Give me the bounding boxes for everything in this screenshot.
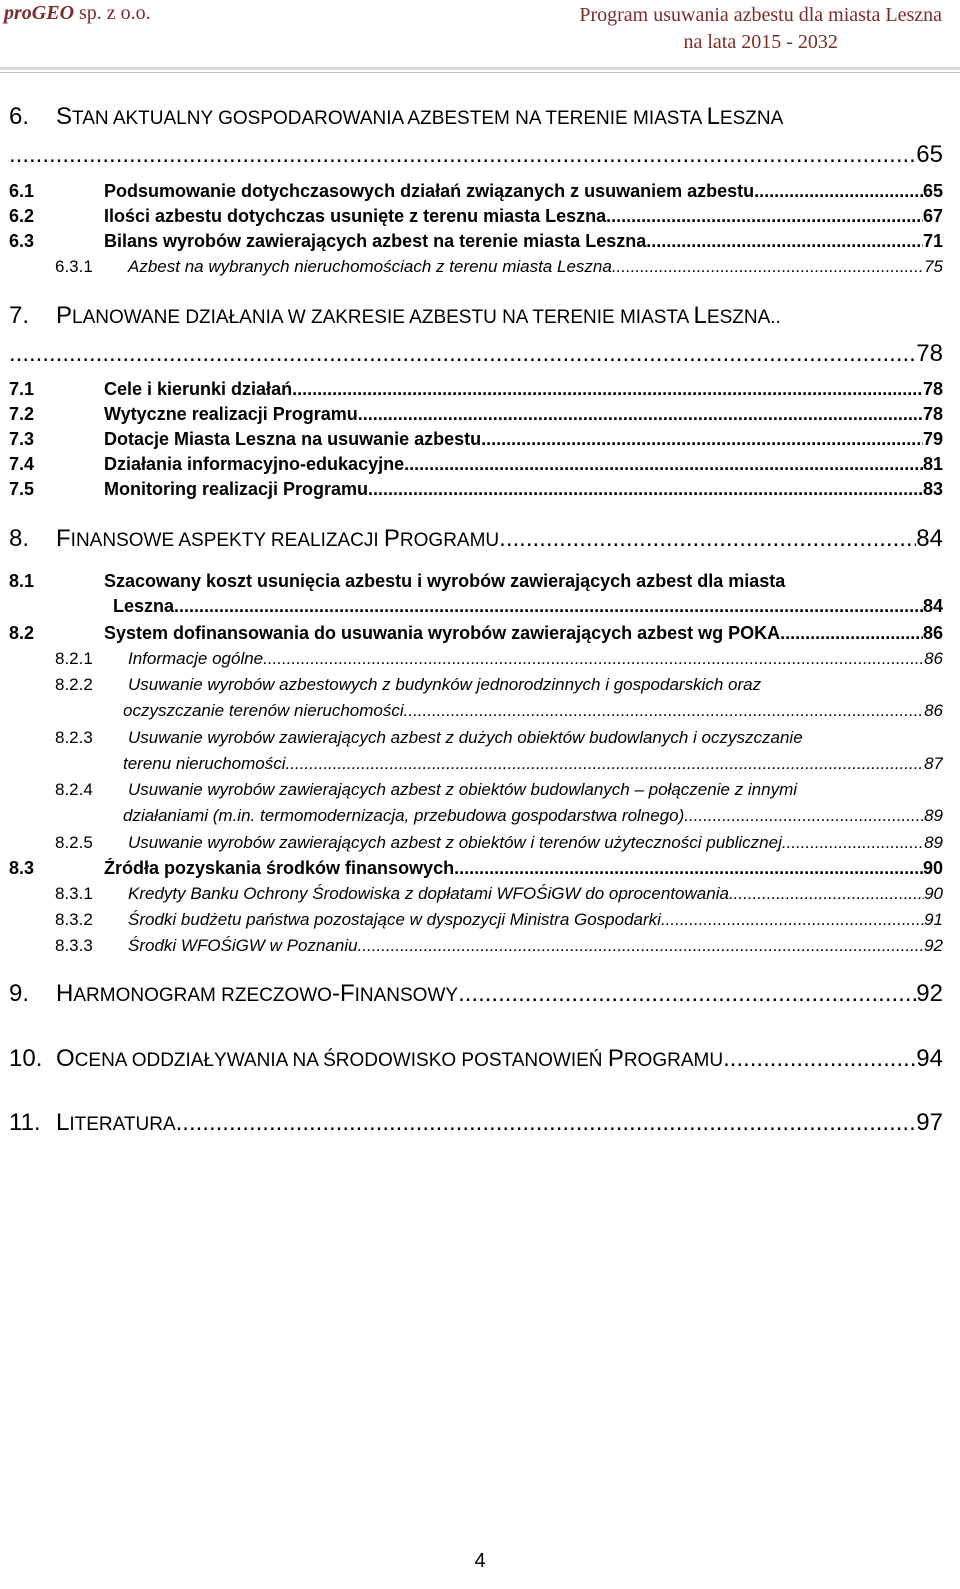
- toc-entry-7[interactable]: [9, 302, 943, 330]
- toc-title: FINANSOWE ASPEKTY REALIZACJI PROGRAMU: [56, 525, 500, 552]
- toc-entry-7-3[interactable]: [9, 429, 943, 450]
- toc-leader: [782, 833, 924, 853]
- toc-page: 81: [922, 454, 943, 474]
- toc-title: Cele i kierunki działań: [104, 379, 293, 399]
- header-rule-thin: [0, 72, 960, 73]
- toc-number: 7.2: [9, 404, 35, 424]
- toc-entry-7-leader[interactable]: [9, 340, 943, 368]
- toc-number: 8.2.1: [55, 649, 93, 668]
- program-title-line2: na lata 2015 - 2032: [683, 31, 838, 53]
- toc-leader: [606, 206, 923, 227]
- toc-page: 87: [924, 754, 943, 773]
- toc-entry-6[interactable]: [9, 103, 943, 131]
- toc-page: 86: [922, 623, 943, 643]
- toc-number: 6.3: [9, 231, 35, 251]
- toc-entry-6-1[interactable]: [9, 181, 943, 202]
- toc-entry-7-2[interactable]: [9, 404, 943, 425]
- toc-number: 7.3: [9, 429, 35, 449]
- toc-entry-9[interactable]: [9, 980, 943, 1008]
- toc-title: Usuwanie wyrobów zawierających azbest z obiektów i terenów użyteczności publicznej: [128, 833, 782, 852]
- toc-title: Azbest na wybranych nieruchomościach z terenu miasta Leszna: [128, 257, 612, 276]
- program-title-line1: Program usuwania azbestu dla miasta Leszna: [579, 4, 942, 26]
- toc-title: Środki WFOŚiGW w Poznaniu: [128, 936, 358, 955]
- toc-number: 8.2.4: [55, 780, 93, 799]
- toc-number: 8.: [9, 525, 30, 552]
- toc-title-cont: oczyszczanie terenów nieruchomości: [123, 701, 404, 720]
- toc-page: 90: [922, 858, 943, 878]
- toc-title: Podsumowanie dotychczasowych działań związanych z usuwaniem azbestu: [104, 181, 755, 201]
- toc-leader: [754, 181, 923, 202]
- toc-entry-8-2-2[interactable]: [55, 675, 943, 695]
- toc-number: 7.4: [9, 454, 35, 474]
- toc-entry-8-3[interactable]: [9, 858, 943, 879]
- toc-entry-8-2-3[interactable]: [55, 728, 943, 748]
- toc-entry-8-3-3[interactable]: [55, 936, 943, 956]
- program-title: [579, 2, 942, 56]
- toc-number: 7.5: [9, 479, 35, 499]
- toc-title: Usuwanie wyrobów azbestowych z budynków jednorodzinnych i gospodarskich oraz: [128, 675, 762, 694]
- toc-leader: [646, 231, 923, 252]
- toc-leader: [780, 623, 923, 644]
- toc-title: Działania informacyjno-edukacyjne: [104, 454, 405, 474]
- toc-leader: [368, 479, 923, 500]
- toc-entry-11[interactable]: [9, 1109, 943, 1137]
- toc-leader: [286, 754, 925, 774]
- toc-entry-8-2-1[interactable]: [55, 649, 943, 669]
- toc-entry-8[interactable]: [9, 525, 943, 553]
- toc-title: Źródła pozyskania środków finansowych: [104, 858, 455, 878]
- company-suffix: sp. z o.o.: [79, 2, 151, 24]
- toc-title: Szacowany koszt usunięcia azbestu i wyrobów zawierających azbest dla miasta: [104, 571, 786, 591]
- toc-leader: [358, 936, 925, 956]
- toc-title: Kredyty Banku Ochrony Środowiska z dopłatami WFOŚiGW do oprocentowania: [128, 884, 729, 903]
- toc-entry-8-3-2[interactable]: [55, 910, 943, 930]
- toc-number: 8.2.3: [55, 728, 93, 747]
- toc-title-cont: terenu nieruchomości: [123, 754, 286, 773]
- toc-leader: [404, 701, 924, 721]
- toc-leader: [263, 649, 924, 669]
- toc-leader: [723, 1045, 916, 1073]
- toc-title: Usuwanie wyrobów zawierających azbest z dużych obiektów budowlanych i oczyszczanie: [128, 728, 803, 747]
- toc-entry-8-2-4-cont[interactable]: [123, 806, 943, 826]
- toc-title-cont: Leszna: [113, 596, 175, 616]
- toc-leader: [9, 340, 916, 368]
- toc-number: 8.3.2: [55, 910, 93, 929]
- toc-page: 78: [916, 340, 943, 367]
- toc-page: 71: [922, 231, 943, 251]
- toc-entry-8-2-5[interactable]: [55, 833, 943, 853]
- toc-entry-10[interactable]: [9, 1045, 943, 1073]
- toc-page: 65: [916, 141, 943, 168]
- toc-entry-8-2[interactable]: [9, 623, 943, 644]
- toc-page: 86: [924, 701, 943, 720]
- toc-leader: [458, 980, 916, 1008]
- toc-number: 8.2: [9, 623, 35, 643]
- toc-page: 86: [924, 649, 943, 668]
- toc-title: OCENA ODDZIAŁYWANIA NA ŚRODOWISKO POSTANOWIEŃ PROGRAMU: [56, 1045, 724, 1072]
- toc-title: Usuwanie wyrobów zawierających azbest z obiektów budowlanych – połączenie z innymi: [128, 780, 798, 799]
- toc-page: 78: [922, 379, 943, 399]
- toc-entry-7-4[interactable]: [9, 454, 943, 475]
- toc-page: 75: [924, 257, 943, 276]
- toc-entry-6-3[interactable]: [9, 231, 943, 252]
- toc-title: System dofinansowania do usuwania wyrobów zawierających azbest wg POKA: [104, 623, 781, 643]
- toc-entry-8-3-1[interactable]: [55, 884, 943, 904]
- toc-title: LITERATURA: [56, 1109, 176, 1136]
- company-brand: proGEO: [4, 2, 75, 24]
- toc-title: Wytyczne realizacji Programu: [104, 404, 358, 424]
- toc-entry-8-1-cont[interactable]: [113, 596, 943, 617]
- toc-number: 8.3.3: [55, 936, 93, 955]
- toc-page: 91: [924, 910, 943, 929]
- toc-entry-7-5[interactable]: [9, 479, 943, 500]
- toc-title: Ilości azbestu dotychczas usunięte z terenu miasta Leszna: [104, 206, 607, 226]
- toc-title: PLANOWANE DZIAŁANIA W ZAKRESIE AZBESTU NA TERENIE MIASTA LESZNA..: [56, 302, 781, 329]
- toc-number: 6.: [9, 103, 30, 130]
- company-name: [4, 2, 151, 25]
- toc-page: 92: [924, 936, 943, 955]
- toc-leader: [404, 454, 923, 475]
- toc-number: 8.2.2: [55, 675, 93, 694]
- toc-entry-6-3-1[interactable]: [55, 257, 943, 277]
- page-header: [0, 0, 960, 78]
- toc-title: HARMONOGRAM RZECZOWO-FINANSOWY: [56, 980, 459, 1007]
- toc-page: 90: [924, 884, 943, 903]
- toc-leader: [454, 858, 923, 879]
- toc-number: 7.1: [9, 379, 35, 399]
- toc-page: 65: [922, 181, 943, 201]
- toc-number: 11.: [9, 1109, 41, 1136]
- toc-entry-6-2[interactable]: [9, 206, 943, 227]
- toc-entry-8-1[interactable]: [9, 571, 943, 592]
- toc-page: 67: [922, 206, 943, 226]
- toc-number: 6.2: [9, 206, 35, 226]
- toc-leader: [174, 596, 923, 617]
- toc-title: Dotacje Miasta Leszna na usuwanie azbestu: [104, 429, 482, 449]
- toc-leader: [612, 257, 924, 277]
- toc-title: Informacje ogólne: [128, 649, 264, 668]
- toc-leader: [9, 141, 916, 169]
- toc-leader: [684, 806, 924, 826]
- toc-page: 89: [924, 806, 943, 825]
- toc-page: 78: [922, 404, 943, 424]
- toc-page: 89: [924, 833, 943, 852]
- toc-title: Środki budżetu państwa pozostające w dyspozycji Ministra Gospodarki: [128, 910, 661, 929]
- toc-entry-7-1[interactable]: [9, 379, 943, 400]
- toc-leader: [481, 429, 923, 450]
- toc-number: 8.2.5: [55, 833, 93, 852]
- toc-leader: [292, 379, 923, 400]
- toc-number: 6.1: [9, 181, 35, 201]
- toc-title: STAN AKTUALNY GOSPODAROWANIA AZBESTEM NA TERENIE MIASTA LESZNA: [56, 103, 784, 130]
- toc-entry-8-2-3-cont[interactable]: [123, 754, 943, 774]
- toc-page: 79: [922, 429, 943, 449]
- toc-number: 8.3: [9, 858, 35, 878]
- toc-page: 97: [916, 1109, 943, 1136]
- toc-page: 84: [916, 525, 943, 552]
- toc-leader: [729, 884, 924, 904]
- toc-number: 8.1: [9, 571, 35, 591]
- toc-number: 9.: [9, 980, 30, 1007]
- toc-number: 8.3.1: [55, 884, 93, 903]
- toc-page: 94: [916, 1045, 943, 1072]
- toc-entry-6-leader[interactable]: [9, 141, 943, 169]
- toc-title: Monitoring realizacji Programu: [104, 479, 369, 499]
- toc-number: 6.3.1: [55, 257, 93, 276]
- toc-entry-8-2-2-cont[interactable]: [123, 701, 943, 721]
- toc-entry-8-2-4[interactable]: [55, 780, 943, 800]
- toc-leader: [358, 404, 923, 425]
- toc-number: 10.: [9, 1045, 43, 1072]
- toc-page: 83: [922, 479, 943, 499]
- toc-leader: [661, 910, 924, 930]
- toc-title-cont: działaniami (m.in. termomodernizacja, przebudowa gospodarstwa rolnego): [123, 806, 685, 825]
- toc-number: 7.: [9, 302, 30, 329]
- toc-leader: [499, 525, 916, 553]
- header-rule-thick: [0, 67, 960, 70]
- toc-title: Bilans wyrobów zawierających azbest na terenie miasta Leszna: [104, 231, 647, 251]
- page-number: 4: [474, 1550, 486, 1572]
- toc-leader: [176, 1109, 917, 1137]
- toc-page: 92: [916, 980, 943, 1007]
- toc-page: 84: [922, 596, 943, 616]
